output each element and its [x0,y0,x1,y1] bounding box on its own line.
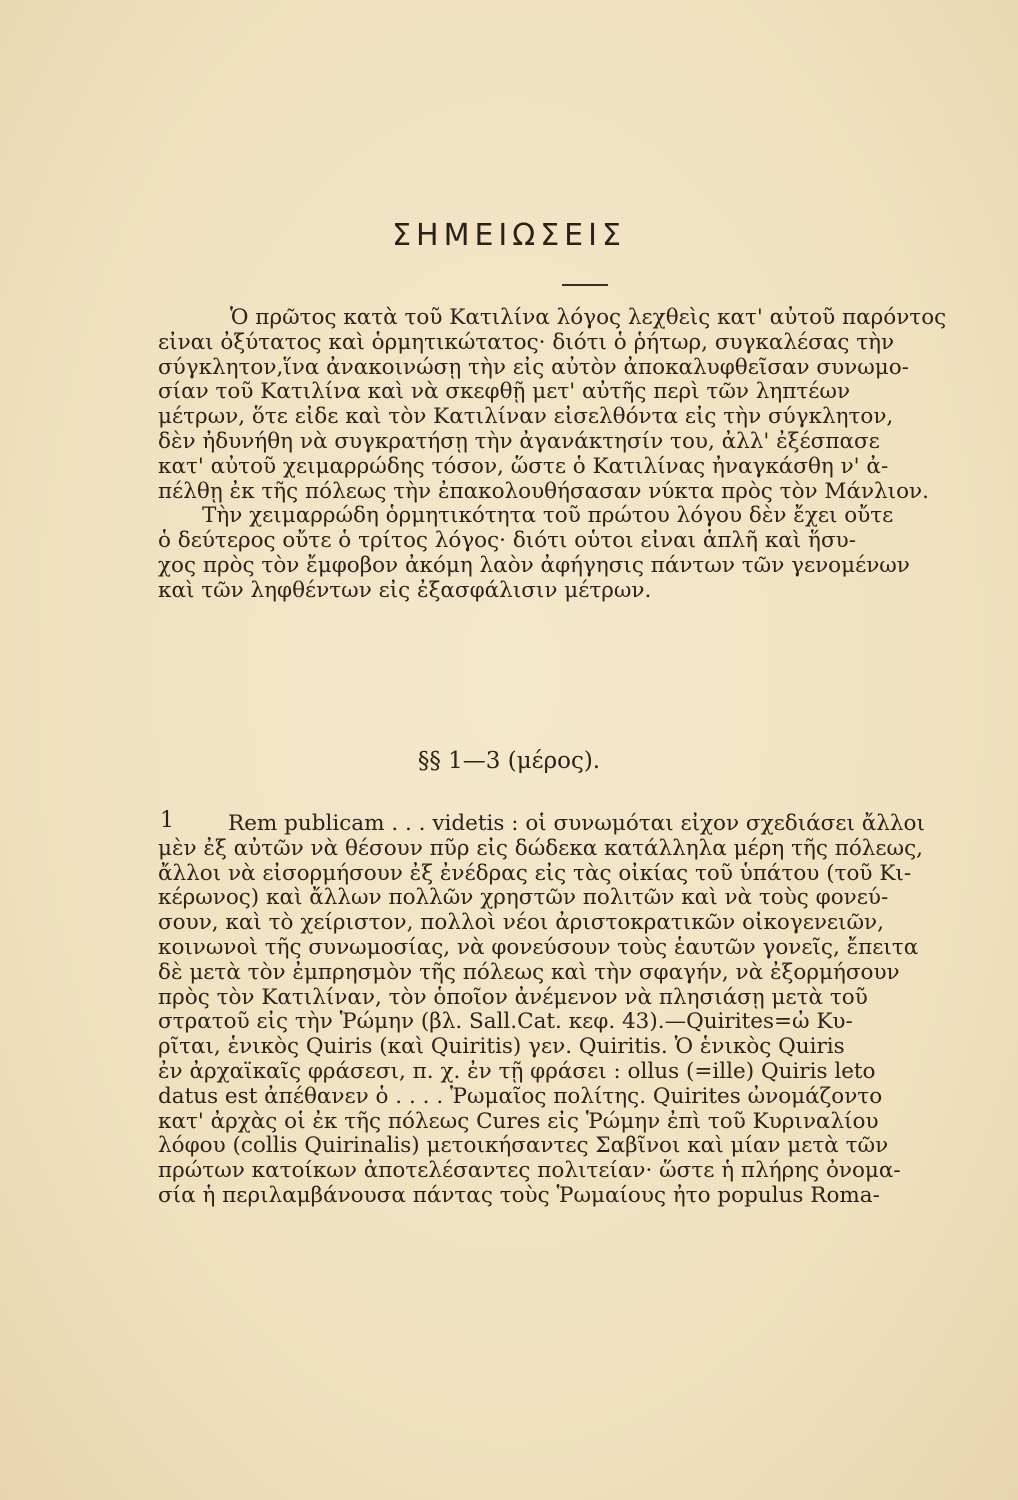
text-line: σίαν τοῦ Κατιλίνα καὶ νὰ σκεφθῇ μετ' αὐτῆς περὶ τῶν ληπτέων [158,380,851,405]
text-line: ἄλλοι νὰ εἰσορμήσουν ἐξ ἐνέδρας εἰς τὰς οἰκίας τοῦ ὑπάτου (τοῦ Κι- [158,861,912,886]
text-line: κατ' αὐτοῦ χειμαρρώδης τόσον, ὥστε ὁ Κατιλίνας ἠναγκάσθη ν' ἀ- [158,454,889,479]
title-rule [562,284,608,286]
text-line: κοινωνοὶ τῆς συνωμοσίας, νὰ φονεύσουν τοὺς ἑαυτῶν γονεῖς, ἔπειτα [158,935,919,960]
text-line: σύγκλητον,ἵνα ἀνακοινώσῃ τὴν εἰς αὐτὸν ἀποκαλυφθεῖσαν συνωμο- [158,355,909,380]
text-line: ἐν ἀρχαϊκαῖς φράσεσι, π. χ. ἐν τῇ φράσει : ollus (=ille) Quiris leto [158,1059,876,1084]
note-paragraph [158,812,966,1209]
text-line: εἶναι ὀξύτατος καὶ ὁρμητικώτατος· διότι ὁ ῥήτωρ, συγκαλέσας τὴν [158,330,895,355]
note-number: 1 [160,808,174,833]
text-line: ὁ δεύτερος οὔτε ὁ τρίτος λόγος· διότι οὗτοι εἶναι ἁπλῆ καὶ ἥσυ- [158,529,856,554]
text-line: μὲν ἐξ αὐτῶν νὰ θέσουν πῦρ εἰς δώδεκα κατάλληλα μέρη τῆς πόλεως, [158,836,923,861]
text-line: καὶ τῶν ληφθέντων εἰς ἐξασφάλισιν μέτρων. [158,578,652,603]
text-line: πρὸς τὸν Κατιλίναν, τὸν ὁποῖον ἀνέμενον νὰ πλησιάσῃ μετὰ τοῦ [158,985,868,1010]
text-line: μέτρων, ὅτε εἶδε καὶ τὸν Κατιλίναν εἰσελθόντα εἰς τὴν σύγκλητον, [158,405,894,430]
text-line: δὲν ἠδυνήθη νὰ συγκρατήσῃ τὴν ἀγανάκτησίν του, ἀλλ' ἐξέσπασε [158,429,880,454]
text-line: ρῖται, ἑνικὸς Quiris (καὶ Quiritis) γεν. Quiritis. Ὁ ἑνικὸς Quiris [158,1035,845,1060]
text-line: Rem publicam . . . videtis : οἱ συνωμόται εἶχον σχεδιάσει ἄλλοι [228,812,925,836]
text-line: Ὁ πρῶτος κατὰ τοῦ Κατιλίνα λόγος λεχθεὶς κατ' αὐτοῦ παρόντος [230,306,947,330]
text-line: κατ' ἀρχὰς οἱ ἐκ τῆς πόλεως Cures εἰς Ῥώμην ἐπὶ τοῦ Κυριναλίου [158,1109,879,1134]
text-line: datus est ἀπέθανεν ὁ . . . . Ῥωμαῖος πολίτης. Quirites ὠνομάζοντο [158,1084,883,1109]
text-line: πέλθῃ ἐκ τῆς πόλεως τὴν ἐπακολουθήσασαν νύκτα πρὸς τὸν Μάνλιον. [158,479,929,504]
page-title: ΣΗΜΕΙΩΣΕΙΣ [392,218,626,253]
section-heading: §§ 1—3 (μέρος). [417,748,601,774]
text-line: σία ἡ περιλαμβάνουσα πάντας τοὺς Ῥωμαίους ἦτο populus Roma- [158,1183,880,1208]
text-line: λόφου (collis Quirinalis) μετοικήσαντες Σαβῖνοι καὶ μίαν μετὰ τῶν [158,1134,889,1159]
text-line: πρώτων κατοίκων ἀποτελέσαντες πολιτείαν· ὥστε ἡ πλήρης ὀνομα- [158,1159,901,1184]
text-line: δὲ μετὰ τὸν ἐμπρησμὸν τῆς πόλεως καὶ τὴν σφαγήν, νὰ ἐξορμήσουν [158,960,900,985]
text-line: Τὴν χειμαρρώδη ὁρμητικότητα τοῦ πρώτου λόγου δὲν ἔχει οὔτε [202,504,894,529]
text-line: κέρωνος) καὶ ἄλλων πολλῶν χρηστῶν πολιτῶν καὶ νὰ τοὺς φονεύ- [158,886,889,911]
text-line: στρατοῦ εἰς τὴν Ῥώμην (βλ. Sall.Cat. κεφ. 43).—Quirites=ὦ Κυ- [158,1010,853,1035]
text-line: χος πρὸς τὸν ἔμφοβον ἀκόμη λαὸν ἀφήγησις πάντων τῶν γενομένων [158,553,910,578]
intro-paragraph [158,306,966,604]
text-line: σουν, καὶ τὸ χείριστον, πολλοὶ νέοι ἀριστοκρατικῶν οἰκογενειῶν, [158,911,884,936]
